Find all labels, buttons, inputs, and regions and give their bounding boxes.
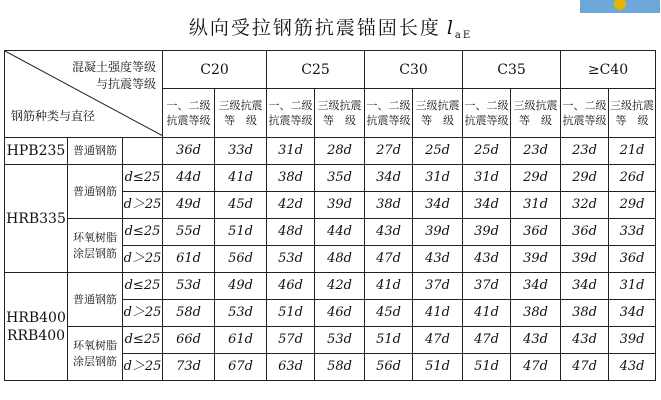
anchorage-value: 53d [163,273,215,300]
seismic-level-line: 三级抗震 [317,99,362,112]
anchorage-value: 29d [609,192,656,219]
seismic-level-line: 一、二级 [166,99,211,112]
coating-type: 普通钢筋 [68,138,123,165]
anchorage-value: 41d [413,300,463,327]
anchorage-value: 33d [609,219,656,246]
seismic-level-line: 抗震等级 [464,114,509,127]
anchorage-value: 47d [413,327,463,354]
anchorage-value: 39d [315,192,365,219]
seismic-level-line: 等 级 [421,114,454,127]
anchorage-value: 38d [561,300,609,327]
anchorage-value: 39d [511,246,561,273]
anchorage-value: 27d [365,138,413,165]
anchorage-value: 51d [215,219,267,246]
anchorage-value: 23d [561,138,609,165]
anchorage-value: 42d [267,192,315,219]
anchorage-value: 58d [315,354,365,381]
diameter-cond: d＞25 [123,246,163,273]
anchorage-value: 43d [561,327,609,354]
seismic-level-line: 等 级 [615,114,649,127]
seismic-level-header [365,89,413,138]
steel-type: HRB400 RRB400 [5,273,68,381]
seismic-level-header [561,89,609,138]
anchorage-value: 33d [215,138,267,165]
anchorage-value: 56d [365,354,413,381]
diameter-cond: d＞25 [123,192,163,219]
anchorage-value: 46d [315,300,365,327]
anchorage-value: 34d [463,192,511,219]
anchorage-value: 47d [463,327,511,354]
seismic-level-line: 等 级 [519,114,552,127]
anchorage-value: 25d [413,138,463,165]
seismic-level-line: 抗震等级 [562,114,607,127]
anchorage-value: 53d [267,246,315,273]
steel-type: HRB335 [5,165,68,273]
anchorage-value: 34d [365,165,413,192]
diameter-cond [123,138,163,165]
anchorage-value: 66d [163,327,215,354]
anchorage-value: 35d [315,165,365,192]
anchorage-value: 45d [365,300,413,327]
anchorage-value: 43d [413,246,463,273]
coating-type: 普通钢筋 [68,273,123,327]
anchorage-value: 34d [413,192,463,219]
seismic-level-line: 抗震等级 [268,114,313,127]
seismic-level-header [315,89,365,138]
grade-header: C25 [267,51,365,89]
anchorage-value: 31d [463,165,511,192]
anchorage-value: 39d [609,327,656,354]
anchorage-value: 41d [215,165,267,192]
seismic-level-line: 一、二级 [562,99,607,112]
diameter-cond: d≤25 [123,327,163,354]
anchorage-value: 43d [609,354,656,381]
anchorage-value: 53d [315,327,365,354]
steel-type: HPB235 [5,138,68,165]
anchorage-value: 61d [215,327,267,354]
anchorage-value: 36d [163,138,215,165]
diag-label-grade: 混凝土强度等级 [71,60,156,74]
seismic-level-header [463,89,511,138]
anchorage-value: 32d [561,192,609,219]
seismic-level-line: 抗震等级 [166,114,211,127]
anchorage-value: 23d [511,138,561,165]
anchorage-value: 41d [463,300,511,327]
seismic-level-line: 等 级 [323,114,356,127]
anchorage-value: 48d [267,219,315,246]
grade-header: ≥C40 [561,51,656,89]
seismic-level-line: 三级抗震 [610,99,654,112]
anchorage-value: 55d [163,219,215,246]
anchorage-value: 39d [413,219,463,246]
anchorage-value: 29d [561,165,609,192]
anchorage-value: 47d [365,246,413,273]
page-title [0,8,661,48]
anchorage-value: 28d [315,138,365,165]
anchorage-value: 38d [365,192,413,219]
title-symbol: $l_{aE}$ [446,17,473,41]
seismic-level-line: 三级抗震 [415,99,460,112]
seismic-level-line: 一、二级 [268,99,313,112]
seismic-level-header [609,89,656,138]
anchorage-value: 45d [215,192,267,219]
seismic-level-line: 一、二级 [366,99,411,112]
anchorage-value: 37d [413,273,463,300]
anchorage-value: 31d [609,273,656,300]
anchorage-table [4,50,656,381]
anchorage-value: 34d [561,273,609,300]
seismic-level-header [215,89,267,138]
anchorage-value: 49d [215,273,267,300]
anchorage-value: 44d [315,219,365,246]
anchorage-value: 73d [163,354,215,381]
seismic-level-header [413,89,463,138]
anchorage-value: 31d [511,192,561,219]
anchorage-value: 47d [511,354,561,381]
anchorage-value: 34d [609,300,656,327]
anchorage-value: 48d [315,246,365,273]
seismic-level-line: 等 级 [224,114,257,127]
seismic-level-header [163,89,215,138]
coating-type: 环氧树脂涂层钢筋 [68,219,123,273]
seismic-level-line: 一、二级 [464,99,509,112]
diameter-cond: d≤25 [123,219,163,246]
anchorage-value: 29d [511,165,561,192]
anchorage-value: 43d [463,246,511,273]
anchorage-value: 21d [609,138,656,165]
anchorage-value: 34d [511,273,561,300]
anchorage-value: 42d [315,273,365,300]
anchorage-value: 67d [215,354,267,381]
anchorage-value: 41d [365,273,413,300]
seismic-level-header [511,89,561,138]
anchorage-value: 51d [267,300,315,327]
anchorage-value: 31d [413,165,463,192]
seismic-level-line: 三级抗震 [513,99,558,112]
diameter-cond: d≤25 [123,273,163,300]
anchorage-value: 51d [365,327,413,354]
anchorage-value: 49d [163,192,215,219]
anchorage-value: 43d [511,327,561,354]
anchorage-value: 31d [267,138,315,165]
anchorage-value: 53d [215,300,267,327]
anchorage-value: 37d [463,273,511,300]
coating-type: 环氧树脂涂层钢筋 [68,327,123,381]
title-text: 纵向受拉钢筋抗震锚固长度 [188,17,441,39]
anchorage-value: 43d [365,219,413,246]
anchorage-value: 44d [163,165,215,192]
seismic-level-header [267,89,315,138]
anchorage-value: 38d [511,300,561,327]
header-diagonal-cell [5,51,163,138]
anchorage-value: 36d [561,219,609,246]
anchorage-value: 26d [609,165,656,192]
anchorage-value: 39d [561,246,609,273]
grade-header: C35 [463,51,561,89]
anchorage-value: 63d [267,354,315,381]
anchorage-value: 36d [511,219,561,246]
coating-type: 普通钢筋 [68,165,123,219]
diameter-cond: d＞25 [123,354,163,381]
anchorage-value: 25d [463,138,511,165]
anchorage-value: 57d [267,327,315,354]
diameter-cond: d≤25 [123,165,163,192]
grade-header: C20 [163,51,267,89]
seismic-level-line: 抗震等级 [366,114,411,127]
anchorage-value: 36d [609,246,656,273]
diag-label-steel: 钢筋种类与直径 [11,109,96,123]
anchorage-value: 39d [463,219,511,246]
diameter-cond: d＞25 [123,300,163,327]
anchorage-value: 58d [163,300,215,327]
grade-header: C30 [365,51,463,89]
diag-label-seismic: 与抗震等级 [95,77,156,91]
anchorage-value: 46d [267,273,315,300]
anchorage-value: 56d [215,246,267,273]
anchorage-value: 51d [463,354,511,381]
anchorage-value: 61d [163,246,215,273]
anchorage-value: 47d [561,354,609,381]
anchorage-value: 51d [413,354,463,381]
anchorage-value: 38d [267,165,315,192]
seismic-level-line: 三级抗震 [218,99,263,112]
